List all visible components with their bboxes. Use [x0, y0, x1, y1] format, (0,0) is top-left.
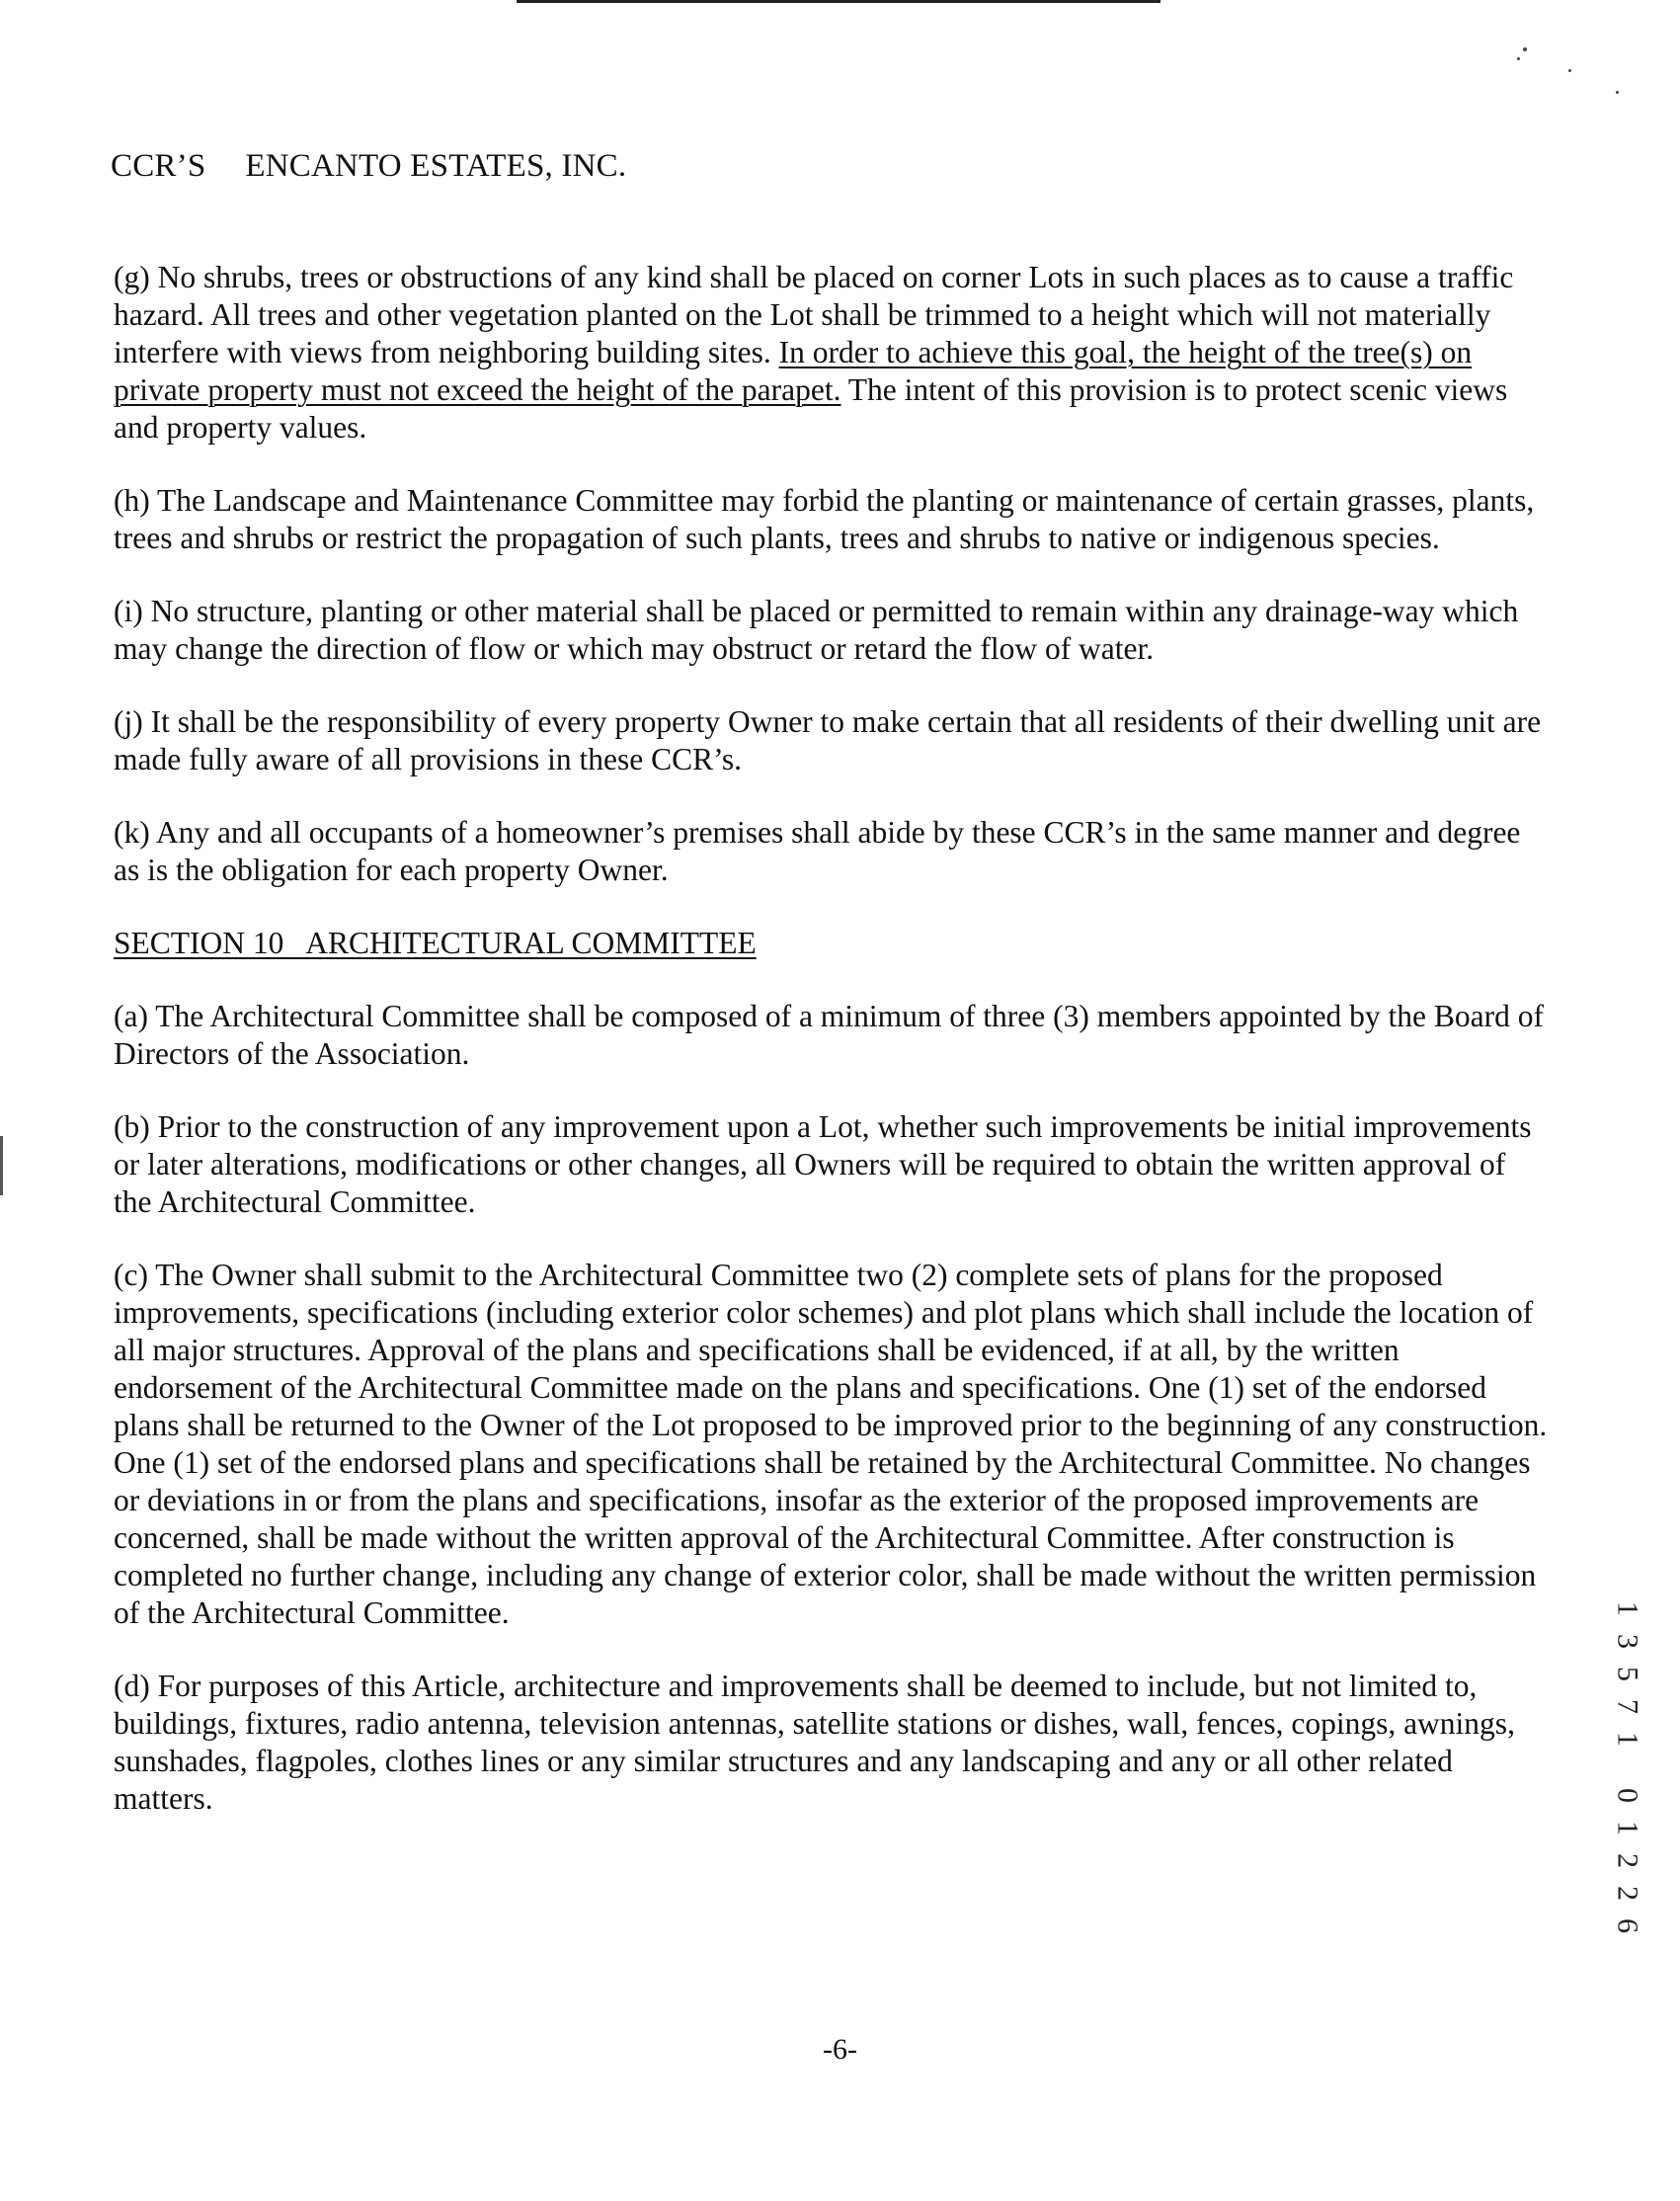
header-abbrev: CCR’S [111, 148, 206, 184]
paragraph-k: (k) Any and all occupants of a homeowner’s premises shall abide by these CCR’s in the same manner and degree as is the obligation for each property Owner. [114, 815, 1521, 887]
scan-speck [1517, 57, 1520, 60]
side-stamp-digit: 7 [1611, 1699, 1644, 1714]
paragraph-g-text-end: The intent of this provision is to protect scenic views and property values. [114, 372, 1508, 445]
section-paragraph-c: (c) The Owner shall submit to the Architectural Committee two (2) complete sets of plans for the proposed improvements, specifications (including exterior color schemes) and plot plans which shall include the location of all major structures. Approval of the plans and specifications shall be evidenced, if at all, by the written endorsement of the Architectural Committee made on the plans and specifications. One (1) set of the endorsed plans shall be returned to the Owner of the Lot proposed to be improved prior to the beginning of any construction. One (1) set of the endorsed plans and specifications shall be retained by the Architectural Committee. No changes or deviations in or from the plans and specifications, insofar as the exterior of the proposed improvements are concerned, shall be made without the written approval of the Architectural Committee. After construction is completed no further change, including any change of exterior color, shall be made without the written permission of the Architectural Committee. [114, 1258, 1548, 1630]
section-paragraph-b: (b) Prior to the construction of any improvement upon a Lot, whether such improvements be initial improvements or later alterations, modifications or other changes, all Owners will be required to obtain the written approval of the Architectural Committee. [114, 1109, 1532, 1219]
top-rule [517, 0, 1160, 3]
section-10-heading: SECTION 10 ARCHITECTURAL COMMITTEE [114, 926, 757, 960]
page-header [111, 148, 626, 185]
scan-speck [1616, 91, 1619, 94]
page-number: -6- [823, 2033, 857, 2066]
header-company: ENCANTO ESTATES, INC. [245, 148, 627, 184]
scan-edge-mark [0, 1136, 3, 1195]
side-stamp-digit: 2 [1611, 1853, 1644, 1868]
paragraph-i: (i) No structure, planting or other material shall be placed or permitted to remain within any drainage-way which may change the direction of flow or which may obstruct or retard the flow of water. [114, 594, 1519, 666]
document-body [114, 259, 1551, 1853]
side-stamp-digit: 1 [1611, 1601, 1644, 1616]
side-stamp-digit: 1 [1611, 1732, 1644, 1747]
paragraph-j: (j) It shall be the responsibility of every property Owner to make certain that all residents of their dwelling unit are made fully aware of all provisions in these CCR’s. [114, 704, 1542, 776]
paragraph-g-underlined-text: In order to achieve this goal, the height of the tree(s) on private property must not exceed the height of the parapet. [114, 335, 1473, 407]
side-stamp-digit: 1 [1611, 1821, 1644, 1835]
side-stamp-digit: 2 [1611, 1886, 1644, 1901]
side-stamp-digit: 6 [1611, 1918, 1644, 1933]
side-stamp-digit: 3 [1611, 1634, 1644, 1649]
side-stamp-digit: 5 [1611, 1667, 1644, 1681]
section-paragraph-a: (a) The Architectural Committee shall be composed of a minimum of three (3) members appointed by the Board of Directors of the Association. [114, 999, 1545, 1071]
section-paragraph-d: (d) For purposes of this Article, architecture and improvements shall be deemed to include, but not limited to, buildings, fixtures, radio antenna, television antennas, satellite stations or dishes, wall, fences, copings, awnings, sunshades, flagpoles, clothes lines or any similar structures and any landscaping and any or all other related matters. [114, 1669, 1515, 1816]
paragraph-h: (h) The Landscape and Maintenance Committee may forbid the planting or maintenance of certain grasses, plants, trees and shrubs or restrict the propagation of such plants, trees and shrubs to native or indigenous species. [114, 483, 1535, 555]
side-stamp-digit: 0 [1611, 1788, 1644, 1803]
scan-speck [1568, 69, 1571, 72]
paragraph-g-text: (g) No shrubs, trees or obstructions of any kind shall be placed on corner Lots in such places as to cause a traffic hazard. All trees and other vegetation planted on the Lot shall be trimmed to a height which will not materially interfere with views from neighboring building sites. [114, 260, 1514, 369]
paragraph-g [114, 259, 1551, 447]
scan-speck [1523, 47, 1527, 51]
side-stamp [1608, 1592, 1647, 1942]
